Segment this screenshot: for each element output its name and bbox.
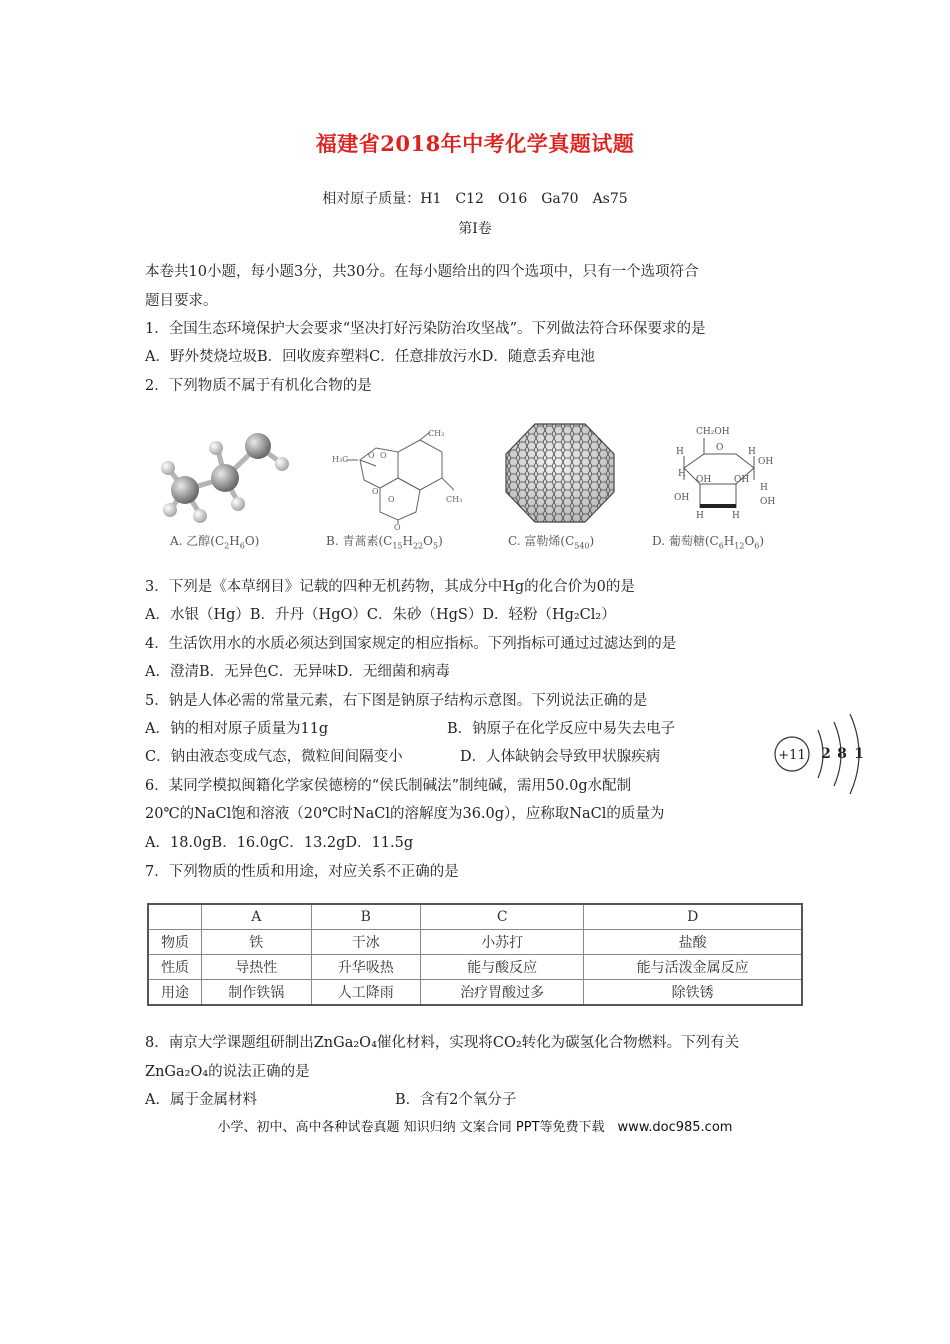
nucleus-charge: +11 [778, 748, 806, 763]
q3-options: A．水银（Hg）B．升丹（HgO）C．朱砂（HgS）D．轻粉（Hg₂Cl₂） [145, 607, 616, 623]
glucose-h-3: H [678, 469, 686, 479]
glucose-oh-1: OH [758, 457, 774, 467]
ch3-bottom-label: CH₃ [446, 495, 463, 504]
table-cell: 制作铁锅 [202, 980, 312, 1006]
o-label-3: O [372, 487, 379, 496]
shell-2-count: 8 [837, 746, 847, 762]
label-artemisinin: B. 青蒿素$(C_{15}H_{22}O_5)$ [326, 534, 443, 551]
glucose-h-5: H [696, 511, 704, 521]
glucose-h-2: H [748, 447, 756, 457]
table-cell: 升华吸热 [311, 955, 421, 980]
q5-option-b: B．钠原子在化学反应中易失去电子 [447, 721, 676, 737]
table-cell: 干冰 [311, 930, 421, 955]
table-header-row [148, 904, 802, 930]
q1-stem: 1．全国生态环境保护大会要求“坚决打好污染防治攻坚战”。下列做法符合环保要求的是 [145, 321, 706, 337]
glucose-h-6: H [732, 511, 740, 521]
q6-stem-1: 6．某同学模拟闽籍化学家侯德榜的“侯氏制碱法”制纯碱，需用50.0g水配制 [145, 778, 632, 794]
glucose-oh-4: OH [674, 493, 690, 503]
table-row [148, 955, 802, 980]
q5-stem: 5．钠是人体必需的常量元素，右下图是钠原子结构示意图。下列说法正确的是 [145, 693, 648, 709]
ch2oh-label: CH₂OH [696, 427, 730, 437]
glucose-oh-3: OH [734, 475, 750, 485]
glucose-oh-2: OH [696, 475, 712, 485]
shell-3-count: 1 [854, 746, 864, 762]
page-title: 福建省2018年中考化学真题试题 [315, 131, 635, 156]
q8-stem-2: ZnGa₂O₄的说法正确的是 [145, 1064, 310, 1080]
table-row-label: 物质 [148, 930, 202, 955]
o-label-4: O [388, 495, 395, 504]
q4-stem: 4．生活饮用水的水质必须达到国家规定的相应指标。下列指标可通过过滤达到的是 [145, 636, 677, 652]
label-ethanol: A. 乙醇$(C_2H_6O)$ [170, 534, 260, 551]
q7-property-table [147, 903, 803, 1006]
table-cell: 导热性 [202, 955, 312, 980]
instructions-line-2: 题目要求。 [145, 293, 218, 309]
label-glucose: D. 葡萄糖$(C_6H_{12}O_6)$ [652, 534, 765, 551]
q5-option-a: A．钠的相对原子质量为11g [145, 721, 329, 737]
glucose-h-4: H [760, 483, 768, 493]
table-row [148, 930, 802, 955]
table-cell: 能与活泼金属反应 [584, 955, 802, 980]
q8-option-b: B．含有2个氧分子 [395, 1092, 517, 1108]
table-cell: 人工降雨 [311, 980, 421, 1006]
table-cell: 小苏打 [421, 930, 584, 955]
shell-1-count: 2 [821, 746, 831, 762]
o-label-2: O [380, 451, 387, 460]
fullerene-model [500, 418, 620, 528]
instructions-line-1: 本卷共10小题，每小题3分，共30分。在每小题给出的四个选项中，只有一个选项符合 [145, 264, 699, 280]
q6-stem-2: 20℃的NaCl饱和溶液（20℃时NaCl的溶解度为36.0g），应称取NaCl的质量为 [145, 806, 665, 822]
artemisinin-structure [330, 420, 470, 530]
atomic-masses: 相对原子质量：H1 C12 O16 Ga70 As75 [322, 191, 628, 207]
o-label-5: O [394, 523, 401, 530]
table-header-cell: C [421, 904, 584, 930]
ethanol-model [150, 410, 300, 530]
glucose-oh-5: OH [760, 497, 776, 507]
q7-stem: 7．下列物质的性质和用途，对应关系不正确的是 [145, 864, 459, 880]
q4-options: A．澄清B．无异色C．无异味D．无细菌和病毒 [145, 664, 450, 680]
sodium-atom-diagram [770, 712, 870, 796]
q6-options: A．18.0gB．16.0gC．13.2gD．11.5g [145, 835, 414, 851]
q8-option-a: A．属于金属材料 [145, 1092, 257, 1108]
table-cell: 治疗胃酸过多 [421, 980, 584, 1006]
table-header-cell: B [311, 904, 421, 930]
table-cell: 铁 [202, 930, 312, 955]
section-title: 第Ⅰ卷 [458, 221, 492, 237]
table-header-cell [148, 904, 202, 930]
footer-text: 小学、初中、高中各种试卷真题 知识归纳 文案合同 PPT等免费下载 www.doc985.com [217, 1120, 733, 1135]
q5-option-d: D．人体缺钠会导致甲状腺疾病 [460, 749, 661, 765]
table-row-label: 性质 [148, 955, 202, 980]
table-cell: 盐酸 [584, 930, 802, 955]
table-header-cell: A [202, 904, 312, 930]
table-cell: 能与酸反应 [421, 955, 584, 980]
glucose-ring-o: O [716, 443, 724, 453]
table-row-label: 用途 [148, 980, 202, 1006]
q3-stem: 3．下列是《本草纲目》记载的四种无机药物，其成分中Hg的化合价为0的是 [145, 579, 635, 595]
table-cell: 除铁锈 [584, 980, 802, 1006]
h3c-label: H₃C [332, 455, 349, 464]
o-label-1: O [368, 451, 375, 460]
glucose-structure [650, 420, 790, 530]
glucose-h-1: H [676, 447, 684, 457]
table-header-cell: D [584, 904, 802, 930]
ch3-top-label: CH₃ [428, 429, 445, 438]
q8-stem-1: 8．南京大学课题组研制出ZnGa₂O₄催化材料，实现将CO₂转化为碳氢化合物燃料。下列有关 [145, 1035, 740, 1051]
q5-option-c: C．钠由液态变成气态，微粒间间隔变小 [145, 749, 403, 765]
q1-options: A．野外焚烧垃圾B．回收废弃塑料C．任意排放污水D．随意丢弃电池 [145, 349, 595, 365]
q2-stem: 2．下列物质不属于有机化合物的是 [145, 378, 372, 394]
table-row [148, 980, 802, 1006]
label-fullerene: C. 富勒烯$(C_{540})$ [508, 534, 595, 551]
